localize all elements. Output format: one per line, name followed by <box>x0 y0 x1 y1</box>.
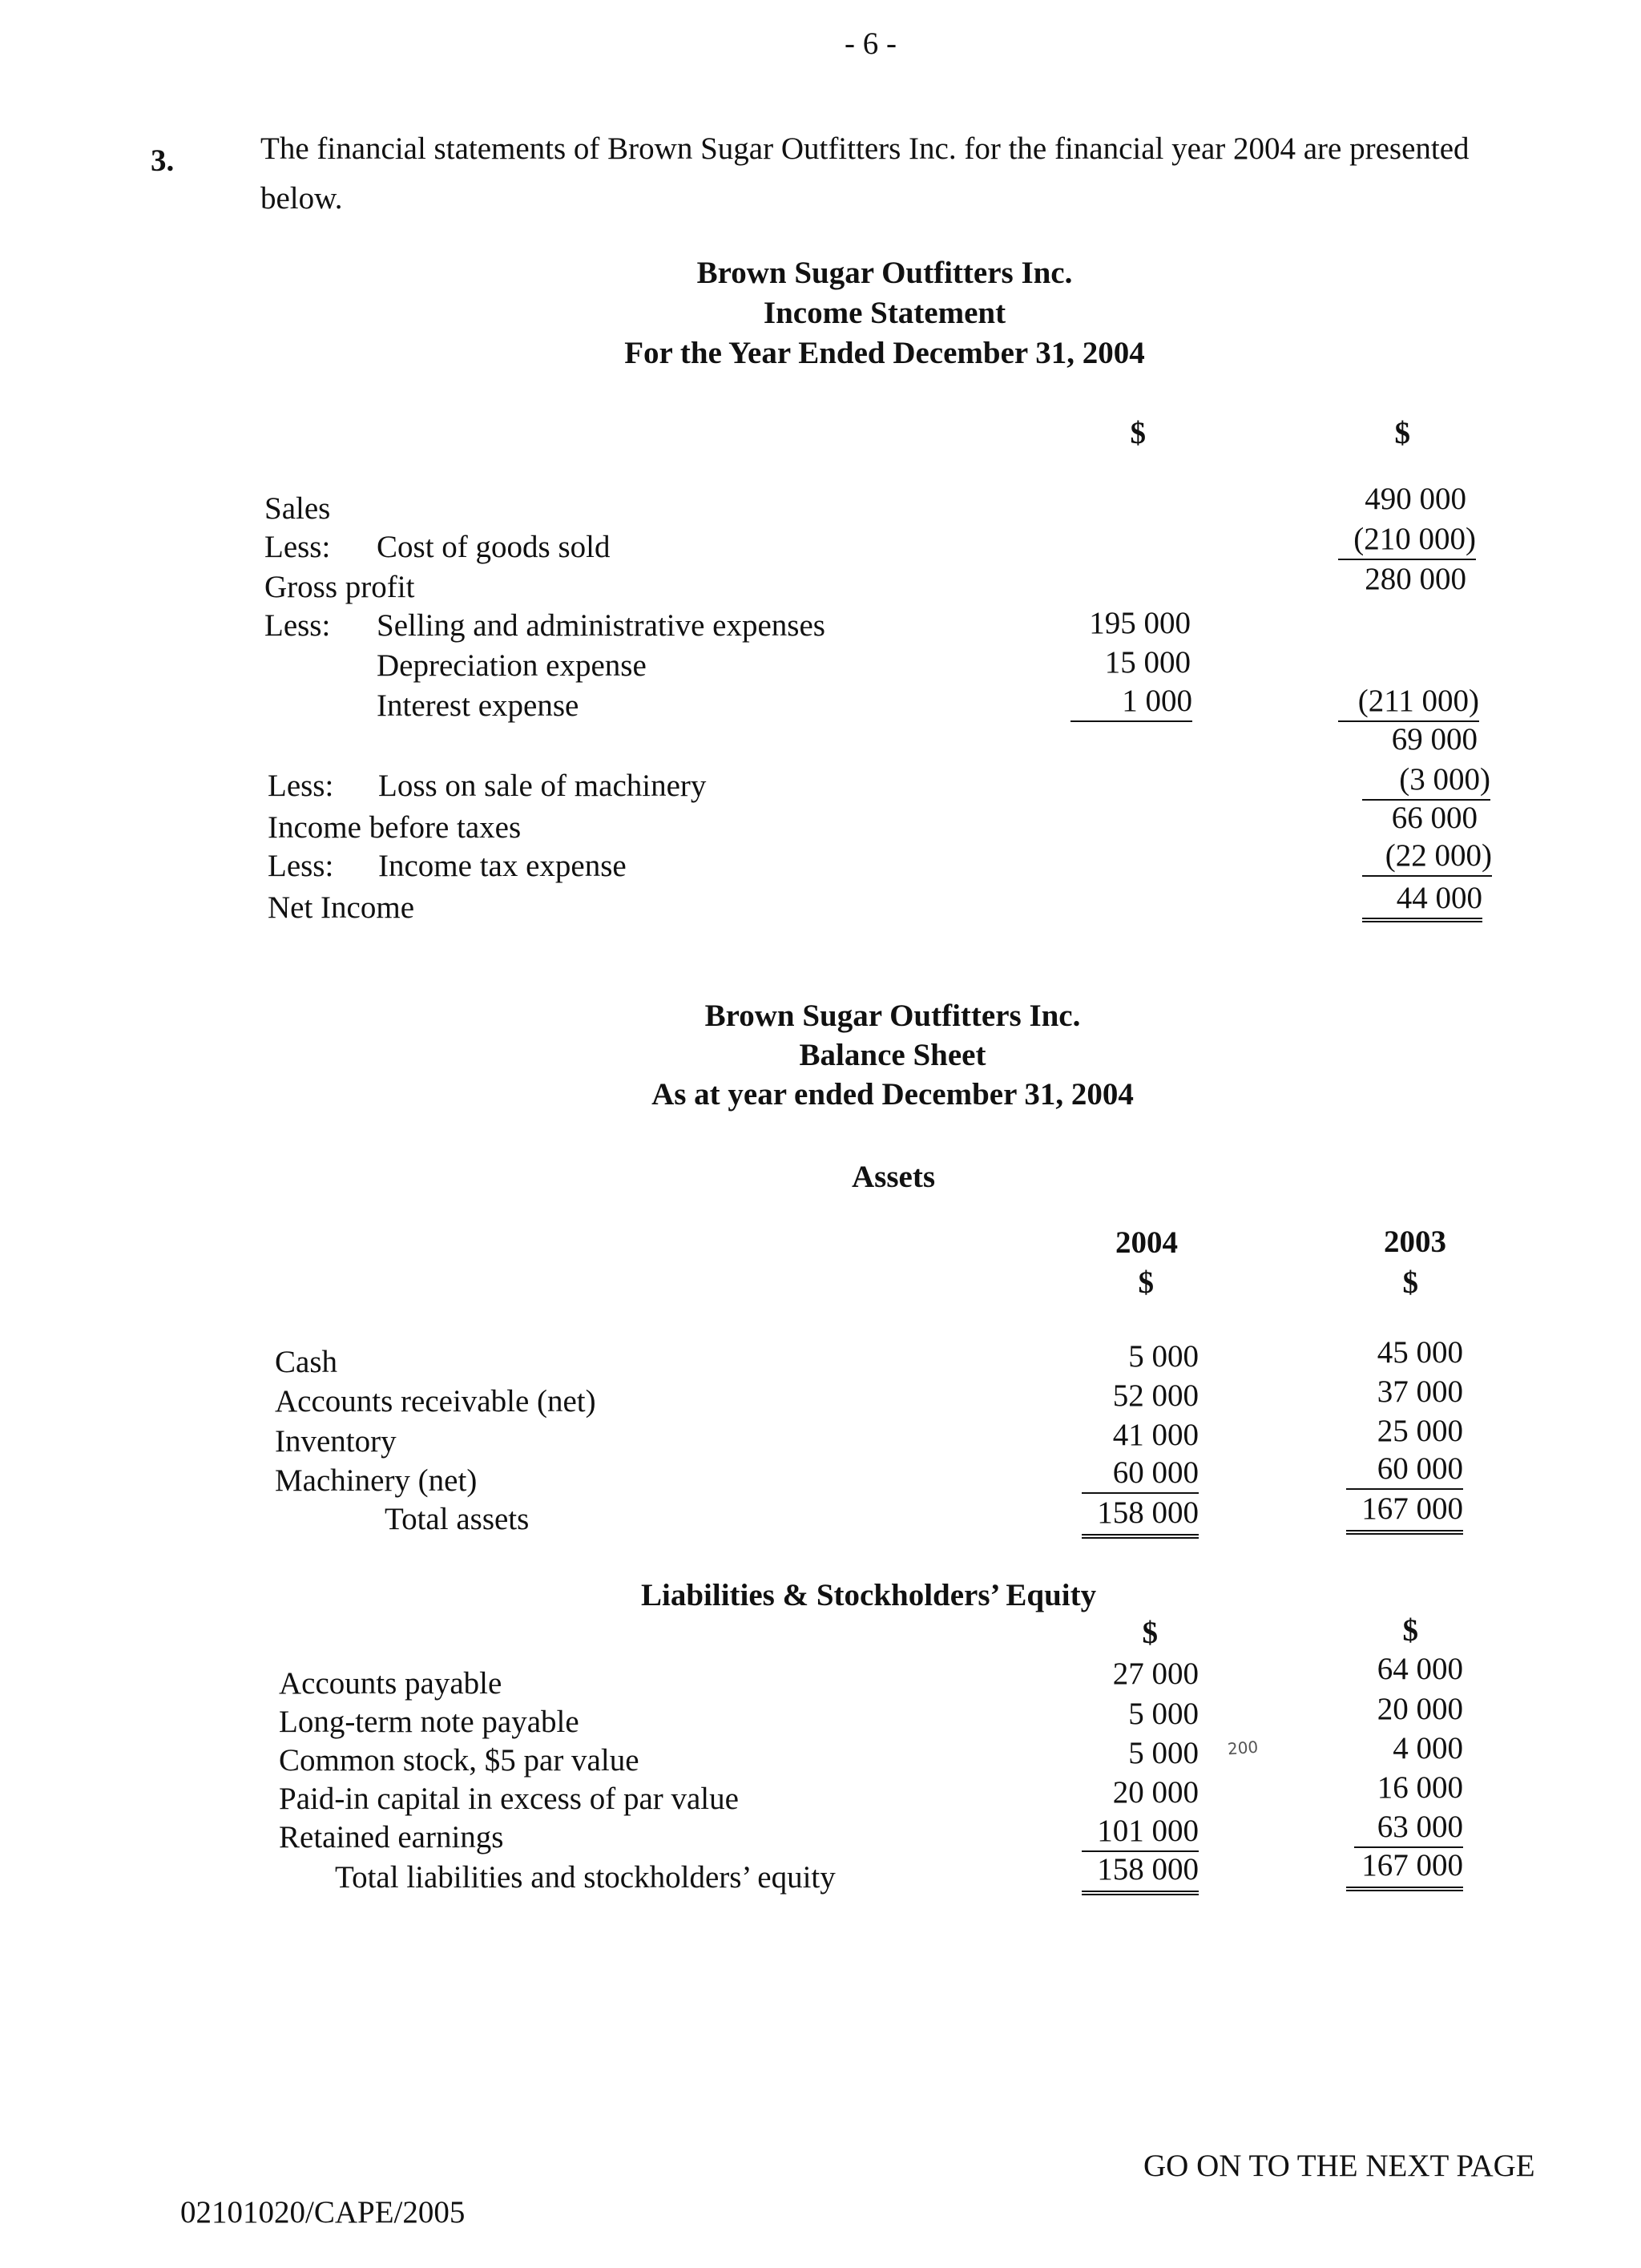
income-col2-currency: $ <box>1394 416 1410 450</box>
asset-label: Cash <box>275 1345 337 1379</box>
income-row-label: Net Income <box>268 890 415 925</box>
income-row-prefix: Less: <box>268 769 334 803</box>
liability-value-2003: 4 000 <box>1393 1731 1463 1766</box>
income-row-label: Gross profit <box>264 570 415 604</box>
balance-sheet-company: Brown Sugar Outfitters Inc. <box>704 999 1081 1033</box>
asset-total-2004: 158 000 <box>1082 1495 1199 1539</box>
liab-currency-2004: $ <box>1142 1616 1158 1650</box>
income-row-prefix: Less: <box>264 608 331 643</box>
exam-code: 02101020/CAPE/2005 <box>180 2195 466 2230</box>
income-net-income-value: 44 000 <box>1362 880 1482 922</box>
asset-label: Machinery (net) <box>275 1463 478 1498</box>
year-2004-header: 2004 <box>1115 1225 1178 1260</box>
income-row-col2: 490 000 <box>1365 482 1466 516</box>
asset-value-2004: 5 000 <box>1128 1339 1199 1374</box>
income-row-col2: (3 000) <box>1362 761 1490 801</box>
question-text-line2: below. <box>260 181 343 216</box>
liability-value-2004: 27 000 <box>1112 1657 1199 1691</box>
asset-label: Inventory <box>275 1424 397 1459</box>
currency-2003-header: $ <box>1402 1265 1418 1300</box>
balance-sheet-title: Balance Sheet <box>799 1038 986 1072</box>
liability-label: Long-term note payable <box>279 1705 579 1739</box>
asset-total-label: Total assets <box>385 1502 530 1536</box>
income-row-prefix: Less: <box>264 530 331 564</box>
income-row-col2: 66 000 <box>1391 801 1478 835</box>
income-row-col2: 280 000 <box>1365 562 1466 596</box>
year-2003-header: 2003 <box>1384 1225 1446 1259</box>
currency-2004-header: $ <box>1138 1265 1154 1300</box>
assets-heading: Assets <box>852 1160 935 1194</box>
liab-currency-2003: $ <box>1402 1613 1418 1648</box>
income-row-label: Loss on sale of machinery <box>378 769 707 803</box>
income-row-label: Selling and administrative expenses <box>377 608 825 643</box>
income-row-col1: 195 000 <box>1089 606 1191 640</box>
asset-value-2003: 45 000 <box>1377 1335 1463 1370</box>
income-row-col1: 15 000 <box>1104 645 1191 680</box>
asset-value-2004: 60 000 <box>1082 1455 1199 1494</box>
income-row-label: Cost of goods sold <box>377 530 611 564</box>
liability-label: Common stock, $5 par value <box>279 1743 639 1778</box>
liabilities-heading: Liabilities & Stockholders’ Equity <box>641 1578 1097 1612</box>
income-row-col2: (210 000) <box>1338 521 1476 560</box>
income-statement-period: For the Year Ended December 31, 2004 <box>624 336 1145 370</box>
asset-value-2004: 41 000 <box>1112 1418 1199 1452</box>
handwritten-note: 200 <box>1227 1737 1259 1759</box>
liability-value-2003: 63 000 <box>1354 1809 1463 1848</box>
income-statement-company: Brown Sugar Outfitters Inc. <box>696 256 1073 290</box>
liability-value-2004: 101 000 <box>1082 1813 1199 1852</box>
income-row-col1: 1 000 <box>1070 683 1192 722</box>
income-row-label: Interest expense <box>377 688 579 723</box>
liability-label: Accounts payable <box>279 1666 502 1701</box>
liability-value-2003: 16 000 <box>1377 1770 1463 1805</box>
income-row-prefix: Less: <box>268 849 334 883</box>
income-row-col2: 69 000 <box>1391 722 1478 757</box>
liability-total-label: Total liabilities and stockholders’ equity <box>335 1860 836 1895</box>
income-row-label: Income tax expense <box>378 849 627 883</box>
question-text-line1: The financial statements of Brown Sugar Outfitters Inc. for the financial year 2004 are presented <box>260 131 1470 166</box>
liability-value-2004: 5 000 <box>1128 1697 1199 1731</box>
liability-label: Paid-in capital in excess of par value <box>279 1782 739 1816</box>
liability-value-2004: 5 000 <box>1128 1736 1199 1770</box>
question-number: 3. <box>151 143 175 178</box>
income-row-col2: (22 000) <box>1362 837 1492 877</box>
liability-value-2004: 20 000 <box>1112 1775 1199 1810</box>
income-row-label: Sales <box>264 491 331 526</box>
asset-total-2003: 167 000 <box>1346 1491 1463 1535</box>
income-statement-title: Income Statement <box>763 296 1006 330</box>
asset-value-2004: 52 000 <box>1112 1378 1199 1413</box>
asset-label: Accounts receivable (net) <box>275 1384 596 1419</box>
liability-total-2003: 167 000 <box>1346 1847 1463 1891</box>
asset-value-2003: 60 000 <box>1346 1451 1463 1490</box>
liability-value-2003: 20 000 <box>1377 1692 1463 1726</box>
income-row-label: Income before taxes <box>268 810 522 845</box>
liability-value-2003: 64 000 <box>1377 1652 1463 1686</box>
page-number: - 6 - <box>845 26 897 61</box>
income-row-label: Depreciation expense <box>377 648 647 683</box>
balance-sheet-period: As at year ended December 31, 2004 <box>651 1077 1134 1112</box>
liability-total-2004: 158 000 <box>1082 1851 1199 1895</box>
income-row-col2: (211 000) <box>1338 683 1479 722</box>
asset-value-2003: 37 000 <box>1377 1374 1463 1409</box>
asset-value-2003: 25 000 <box>1377 1414 1463 1448</box>
liability-label: Retained earnings <box>279 1820 504 1854</box>
income-col1-currency: $ <box>1130 416 1146 450</box>
next-page-instruction: GO ON TO THE NEXT PAGE <box>1143 2149 1535 2183</box>
